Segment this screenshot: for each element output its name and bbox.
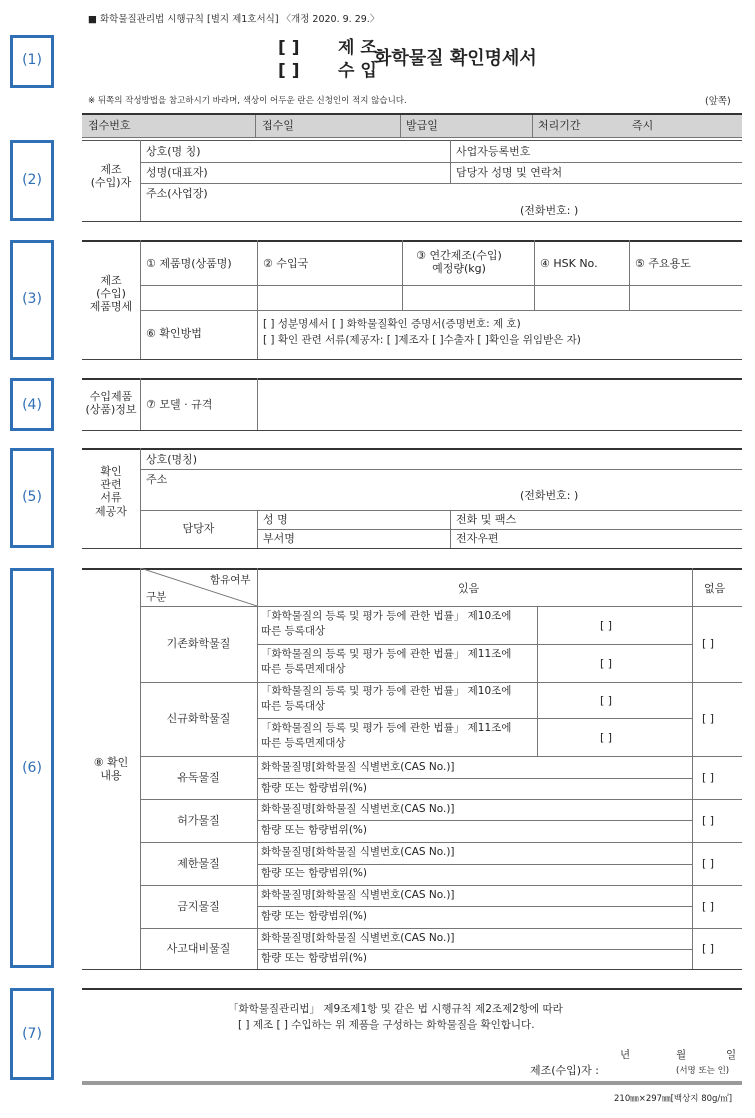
paper-spec: 210㎜×297㎜[백상지 80g/㎡] — [614, 1094, 733, 1104]
prohibited-none-checkbox[interactable]: [ ] — [702, 900, 715, 913]
col-yes: 있음 — [458, 582, 480, 595]
model-spec-label: ⑦ 모델 · 규격 — [146, 398, 213, 411]
address-label: 주소(사업장) — [146, 187, 208, 200]
permitted-content: 함량 또는 함량범위(%) — [261, 824, 367, 836]
new-reg10-checkbox[interactable]: [ ] — [600, 694, 613, 707]
diag-header-category: 구분 — [146, 591, 167, 603]
manufacture-checkbox[interactable]: [ ] — [278, 38, 300, 58]
new-reg11-checkbox[interactable]: [ ] — [600, 731, 613, 744]
category-accident-prep: 사고대비물질 — [166, 942, 231, 955]
declaration-line-1: 「화학물질관리법」 제9조제1항 및 같은 법 시행규칙 제2조제2항에 따라 — [228, 1003, 563, 1015]
product-spec-label: 제조 (수입) 제품명세 — [89, 274, 133, 314]
col-no: 없음 — [704, 582, 726, 595]
category-toxic: 유독물질 — [177, 771, 220, 784]
col-main-use: ⑤ 주요용도 — [635, 257, 691, 270]
page-side: (앞쪽) — [705, 96, 731, 107]
confirm-method-option-1[interactable]: [ ] 성분명세서 [ ] 화학물질확인 증명서(증명번호: 제 호) — [263, 318, 521, 330]
provider-person-name: 성 명 — [263, 513, 288, 526]
category-permitted: 허가물질 — [177, 814, 220, 827]
prohibited-substance-name: 화학물질명[화학물질 식별번호(CAS No.)] — [261, 889, 455, 901]
date-day: 일 — [726, 1049, 737, 1061]
col-annual-volume: ③ 연간제조(수입) 예정량(kg) — [416, 249, 502, 276]
restricted-content: 함량 또는 함량범위(%) — [261, 867, 367, 879]
section-label-6: (6) — [22, 760, 42, 776]
provider-name-label: 상호(명칭) — [146, 453, 198, 466]
existing-reg11: 「화학물질의 등록 및 평가 등에 관한 법률」 제11조에 따른 등록면제대상 — [261, 648, 512, 676]
provider-dept: 부서명 — [263, 532, 295, 545]
prohibited-content: 함량 또는 함량범위(%) — [261, 910, 367, 922]
provider-person-label: 담당자 — [182, 522, 215, 535]
import-product-label: 수입제품 (상품)정보 — [85, 390, 137, 417]
processing-period-label: 처리기간 — [538, 119, 581, 132]
existing-substance-label: 기존화학물질 — [166, 637, 231, 650]
category-restricted: 제한물질 — [177, 857, 220, 870]
provider-email: 전자우편 — [456, 532, 499, 545]
declaration-line-2[interactable]: [ ] 제조 [ ] 수입하는 위 제품을 구성하는 화학물질을 확인합니다. — [238, 1019, 535, 1031]
company-name-label: 상호(명 칭) — [146, 145, 201, 158]
accident-prep-substance-name: 화학물질명[화학물질 식별번호(CAS No.)] — [261, 932, 455, 944]
receipt-date-label: 접수일 — [262, 119, 294, 132]
new-none-checkbox[interactable]: [ ] — [702, 712, 715, 725]
import-option: 수 입 — [338, 61, 377, 81]
col-hsk-no: ④ HSK No. — [540, 257, 598, 270]
col-import-country: ② 수입국 — [263, 257, 309, 270]
confirm-method-label: ⑥ 확인방법 — [146, 327, 202, 340]
receipt-number-label: 접수번호 — [88, 119, 131, 132]
legal-basis: ■ 화학물질관리법 시행규칙 [별지 제1호서식] 〈개정 2020. 9. 29.〉 — [88, 14, 380, 25]
section-label-2: (2) — [22, 172, 42, 188]
provider-tel-fax: 전화 및 팩스 — [456, 513, 517, 526]
import-checkbox[interactable]: [ ] — [278, 61, 300, 81]
accident-prep-content: 함량 또는 함량범위(%) — [261, 952, 367, 964]
existing-reg10: 「화학물질의 등록 및 평가 등에 관한 법률」 제10조에 따른 등록대상 — [261, 610, 512, 638]
provider-address-label: 주소 — [146, 473, 168, 486]
section-label-1: (1) — [22, 52, 42, 68]
bottom-rule — [82, 1081, 742, 1085]
date-month: 월 — [676, 1049, 687, 1061]
toxic-substance-name: 화학물질명[화학물질 식별번호(CAS No.)] — [261, 761, 455, 773]
representative-label: 성명(대표자) — [146, 166, 208, 179]
biz-no-label: 사업자등록번호 — [456, 145, 531, 158]
permitted-substance-name: 화학물질명[화학물질 식별번호(CAS No.)] — [261, 803, 455, 815]
new-reg10: 「화학물질의 등록 및 평가 등에 관한 법률」 제10조에 따른 등록대상 — [261, 685, 512, 713]
date-year: 년 — [620, 1049, 631, 1061]
manufacture-option: 제 조 — [338, 38, 377, 58]
permitted-none-checkbox[interactable]: [ ] — [702, 814, 715, 827]
new-reg11: 「화학물질의 등록 및 평가 등에 관한 법률」 제11조에 따른 등록면제대상 — [261, 722, 512, 750]
toxic-content: 함량 또는 함량범위(%) — [261, 782, 367, 794]
provider-phone-label: (전화번호: ) — [520, 489, 579, 502]
issue-date-label: 발급일 — [406, 119, 438, 132]
restricted-substance-name: 화학물질명[화학물질 식별번호(CAS No.)] — [261, 846, 455, 858]
processing-period-value: 즉시 — [632, 119, 654, 132]
category-prohibited: 금지물질 — [177, 900, 220, 913]
toxic-none-checkbox[interactable]: [ ] — [702, 771, 715, 784]
section-label-3: (3) — [22, 291, 42, 307]
new-substance-label: 신규화학물질 — [166, 712, 231, 725]
diag-header-contains: 함유여부 — [210, 574, 251, 586]
existing-none-checkbox[interactable]: [ ] — [702, 637, 715, 650]
confirm-content-label: ⑧ 확인 내용 — [93, 756, 129, 783]
existing-reg11-checkbox[interactable]: [ ] — [600, 657, 613, 670]
phone-label: (전화번호: ) — [520, 204, 579, 217]
col-product-name: ① 제품명(상품명) — [146, 257, 232, 270]
section-label-7: (7) — [22, 1026, 42, 1042]
section-label-5: (5) — [22, 489, 42, 505]
section-label-4: (4) — [22, 397, 42, 413]
restricted-none-checkbox[interactable]: [ ] — [702, 857, 715, 870]
form-title: 화학물질 확인명세서 — [374, 48, 537, 69]
confirm-method-option-2[interactable]: [ ] 확인 관련 서류(제공자: [ ]제조자 [ ]수출자 [ ]확인을 위임받은 자) — [263, 334, 581, 346]
signer-label: 제조(수입)자 : — [530, 1064, 599, 1077]
accident-prep-none-checkbox[interactable]: [ ] — [702, 942, 715, 955]
signature-note: (서명 또는 인) — [676, 1066, 730, 1076]
provider-label: 확인 관련 서류 제공자 — [95, 465, 127, 518]
instruction-note: ※ 뒤쪽의 작성방법을 참고하시기 바라며, 색상이 어두운 란은 신청인이 적지 않습니다. — [88, 96, 407, 106]
contact-label: 담당자 성명 및 연락처 — [456, 166, 563, 179]
existing-reg10-checkbox[interactable]: [ ] — [600, 619, 613, 632]
manufacturer-label: 제조 (수입)자 — [90, 163, 132, 190]
